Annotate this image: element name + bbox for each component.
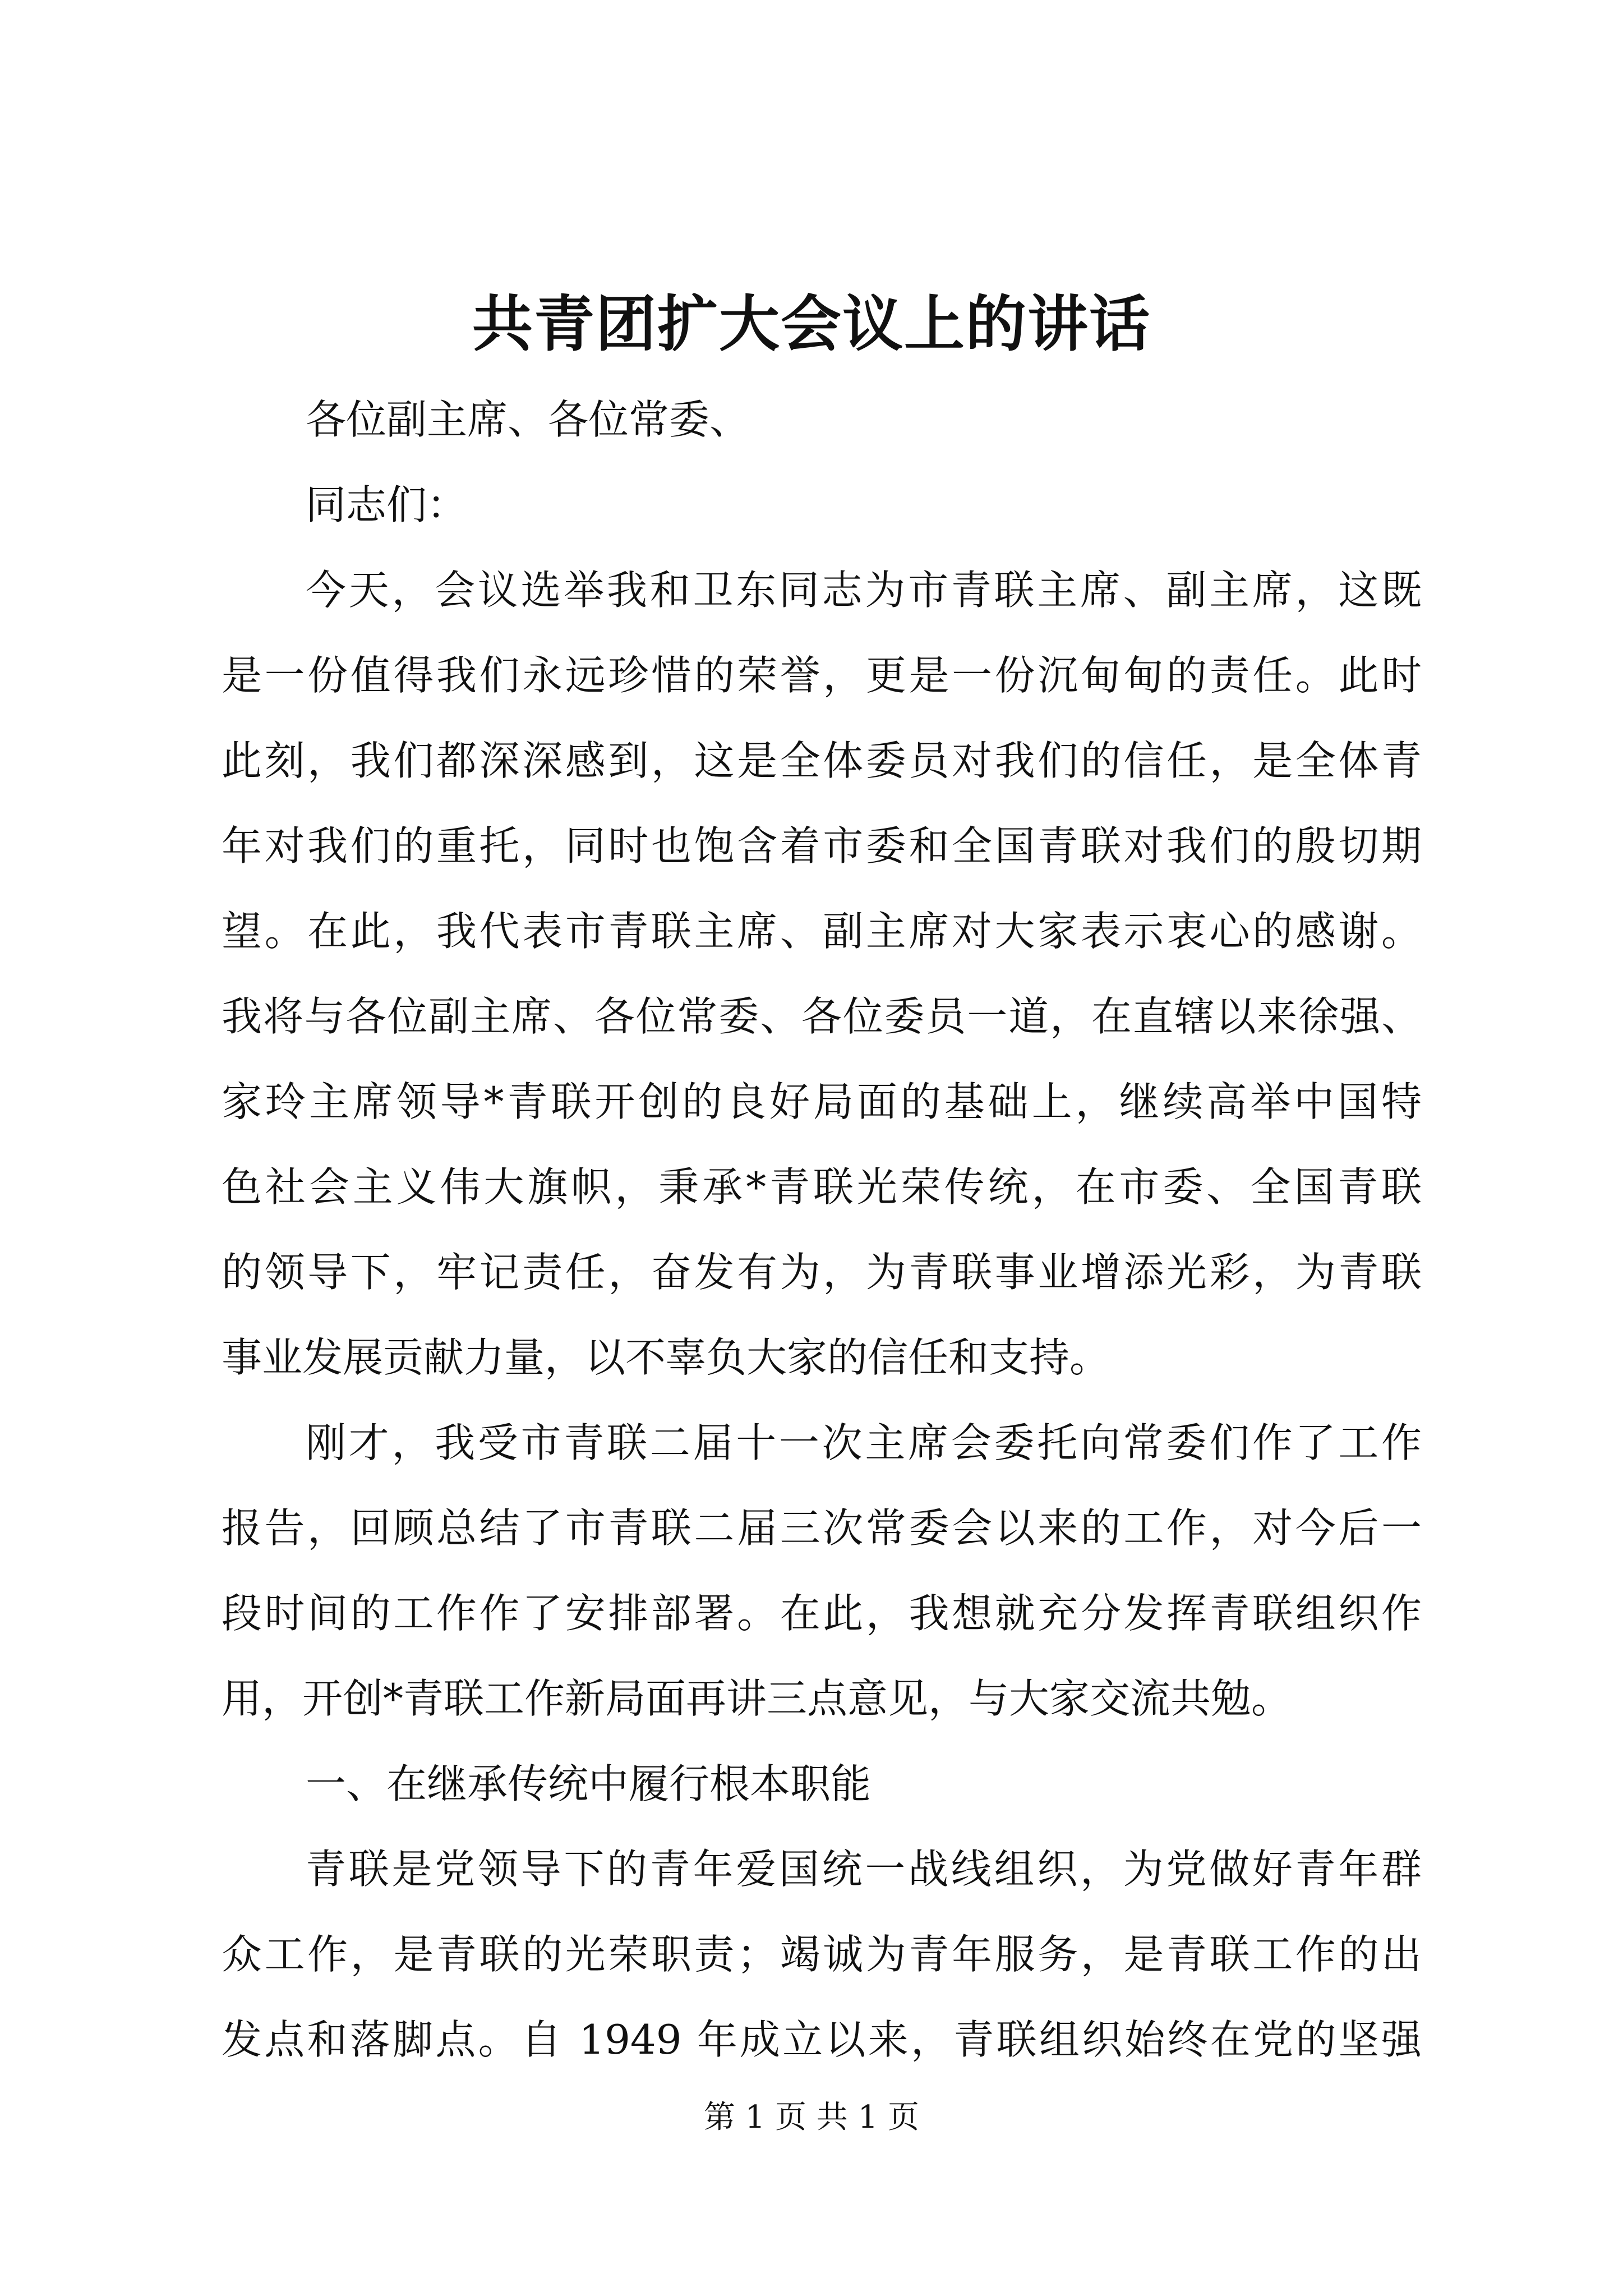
paragraph-line: 的领导下，牢记责任，奋发有为，为青联事业增添光彩，为青联 — [222, 1249, 1422, 1296]
paragraph-line: 今天，会议选举我和卫东同志为市青联主席、副主席，这既 — [306, 567, 1422, 614]
paragraph-line: 家玲主席领导*青联开创的良好局面的基础上，继续高举中国特 — [222, 1078, 1422, 1125]
paragraph-line: 色社会主义伟大旗帜，秉承*青联光荣传统，在市委、全国青联 — [222, 1163, 1422, 1211]
page-footer: 第 1 页 共 1 页 — [703, 2099, 920, 2136]
paragraph-line: 年对我们的重托，同时也饱含着市委和全国青联对我们的殷切期 — [222, 822, 1422, 869]
paragraph-line: 众工作，是青联的光荣职责；竭诚为青年服务，是青联工作的出 — [222, 1931, 1422, 1978]
salutation-line: 各位副主席、各位常委、 — [306, 396, 750, 443]
document-body — [222, 377, 1422, 2082]
paragraph-line: 青联是党领导下的青年爱国统一战线组织，为党做好青年群 — [306, 1846, 1422, 1893]
paragraph-line: 事业发展贡献力量，以不辜负大家的信任和支持。 — [222, 1334, 1110, 1381]
paragraph-line: 报告，回顾总结了市青联二届三次常委会以来的工作，对今后一 — [222, 1504, 1422, 1552]
paragraph-line: 刚才，我受市青联二届十一次主席会委托向常委们作了工作 — [306, 1419, 1422, 1466]
paragraph-line: 是一份值得我们永远珍惜的荣誉，更是一份沉甸甸的责任。此时 — [222, 652, 1422, 699]
paragraph-line: 发点和落脚点。自 1949 年成立以来，青联组织始终在党的坚强 — [222, 2016, 1422, 2063]
salutation-line: 同志们： — [306, 481, 468, 528]
document-title: 共青团扩大会议上的讲话 — [472, 289, 1151, 360]
paragraph-line: 望。在此，我代表市青联主席、副主席对大家表示衷心的感谢。 — [222, 908, 1422, 955]
section-heading: 一、在继承传统中履行根本职能 — [306, 1760, 872, 1807]
paragraph-line: 此刻，我们都深深感到，这是全体委员对我们的信任，是全体青 — [222, 737, 1422, 784]
paragraph-line: 我将与各位副主席、各位常委、各位委员一道，在直辖以来徐强、 — [222, 993, 1422, 1040]
paragraph-line: 用，开创*青联工作新局面再讲三点意见，与大家交流共勉。 — [222, 1675, 1292, 1722]
paragraph-line: 段时间的工作作了安排部署。在此，我想就充分发挥青联组织作 — [222, 1590, 1422, 1637]
